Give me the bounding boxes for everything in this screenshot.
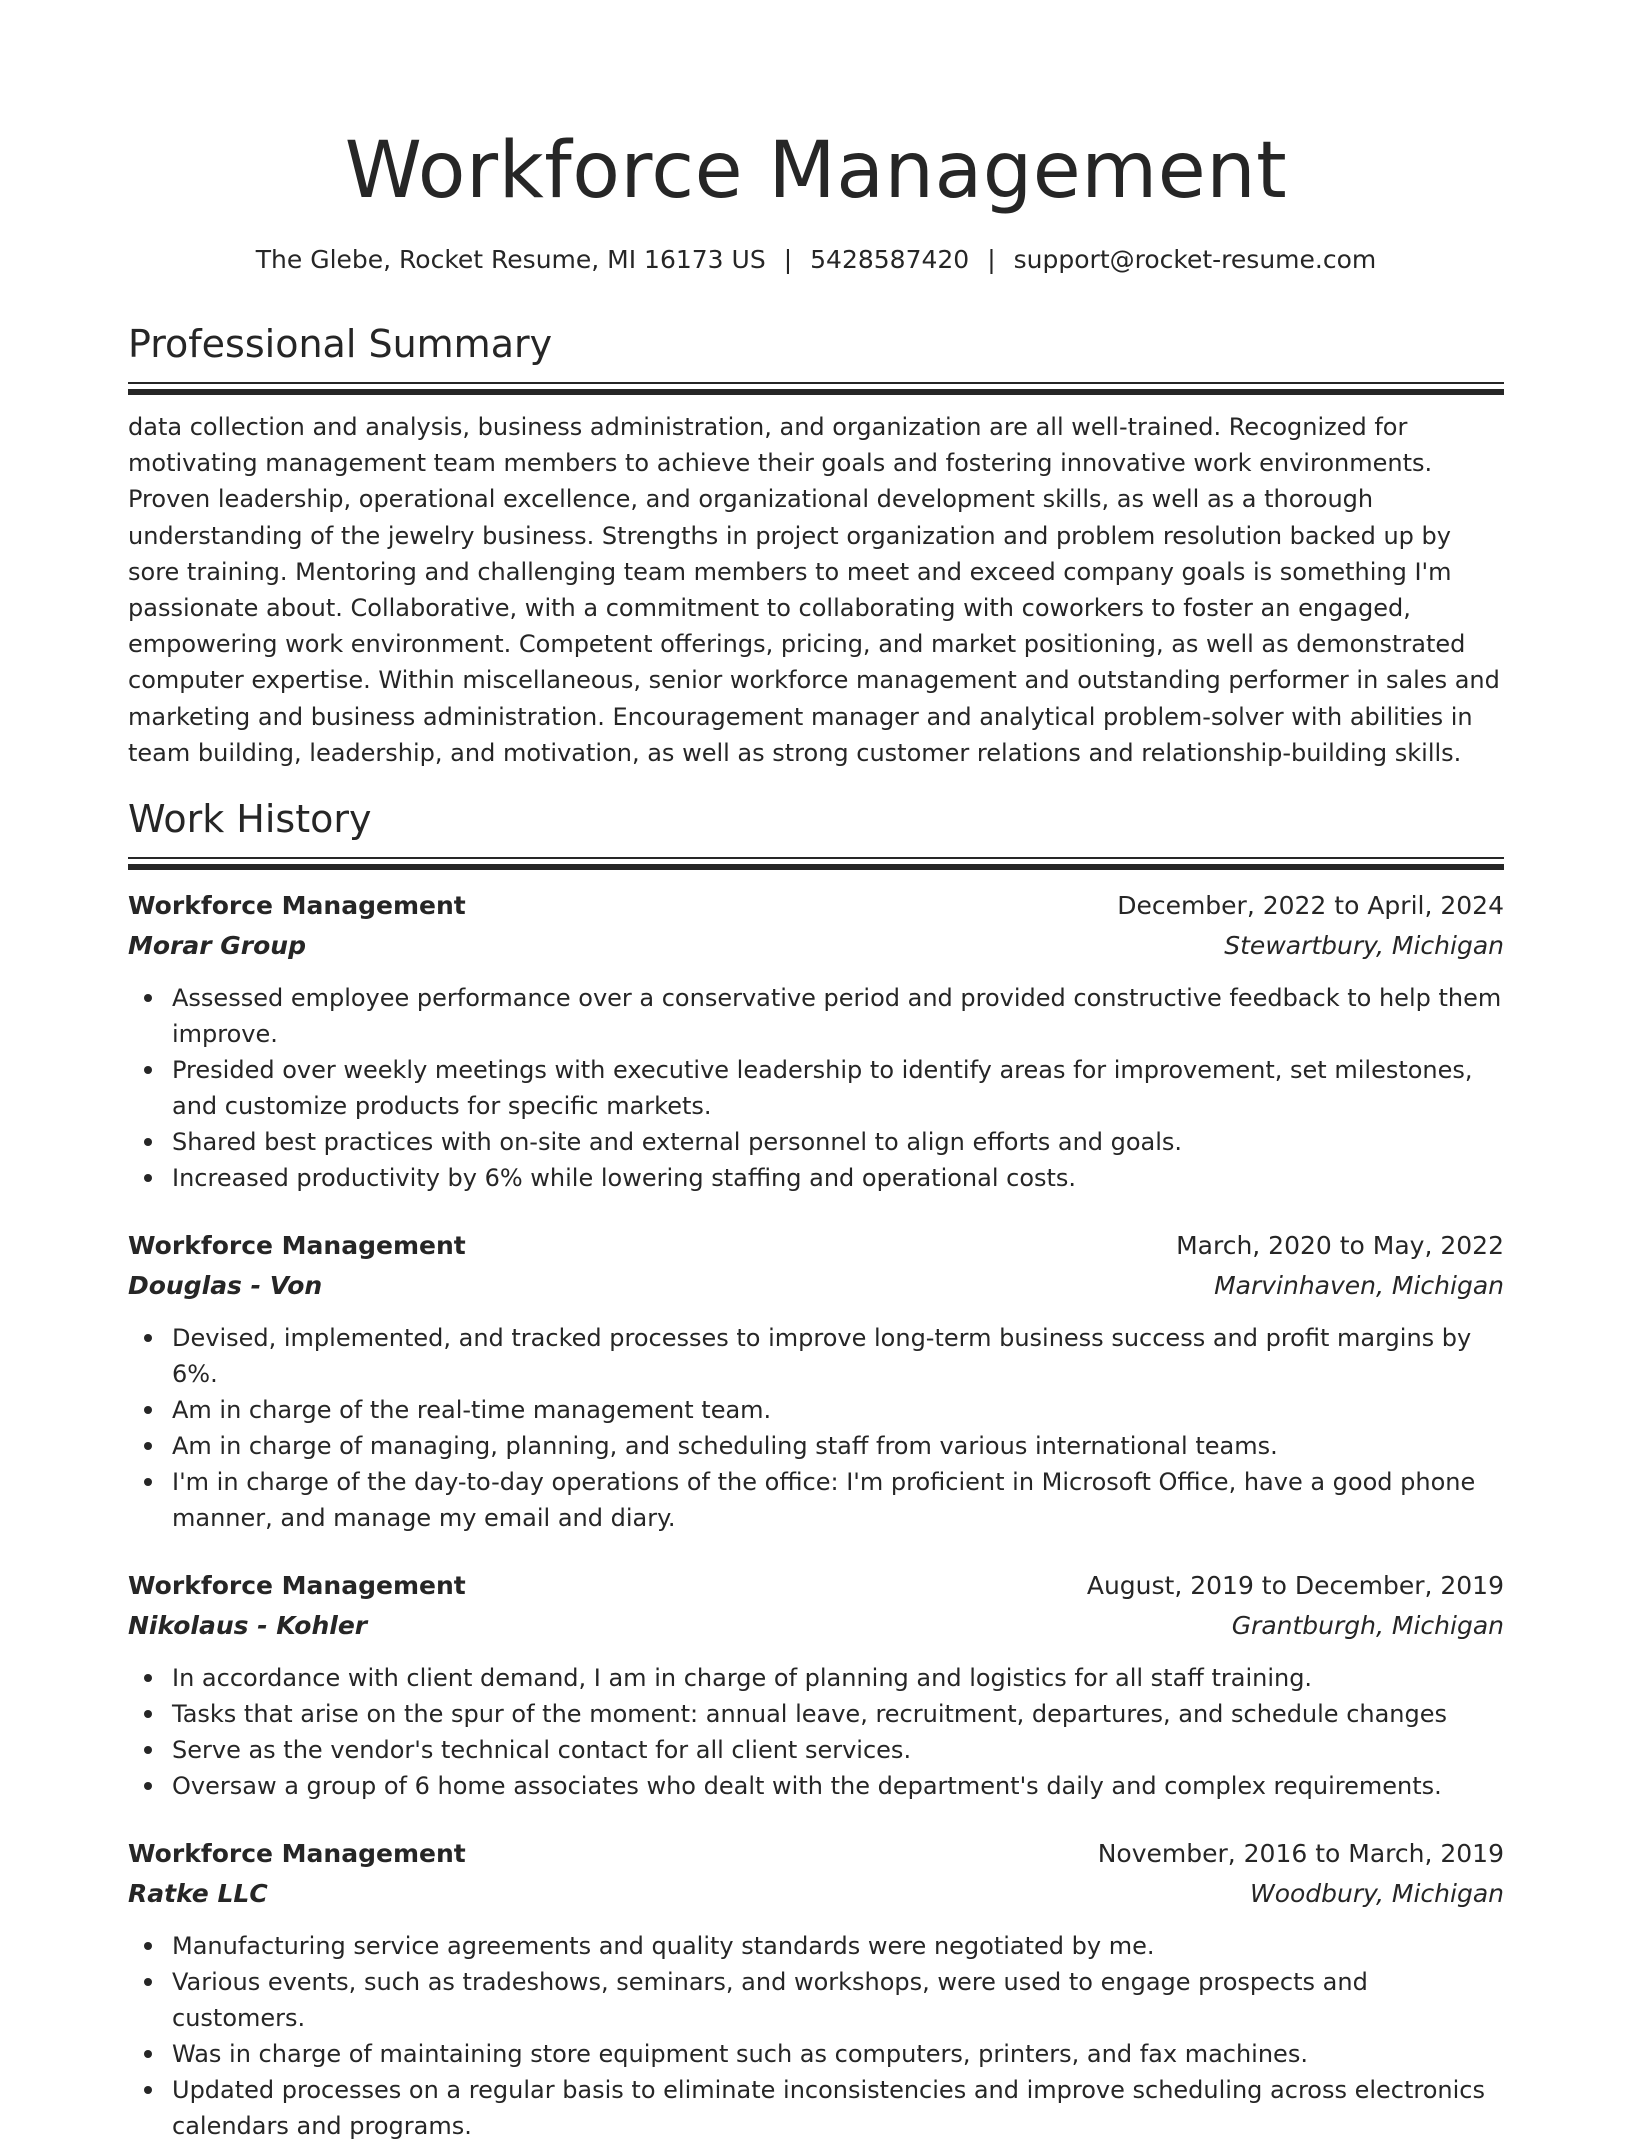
job-bullet: Was in charge of maintaining store equipment such as computers, printers, and fax machines. xyxy=(128,2036,1504,2072)
contact-address: The Glebe, Rocket Resume, MI 16173 US xyxy=(255,245,766,274)
job-bullet: Various events, such as tradeshows, seminars, and workshops, were used to engage prospects and customers. xyxy=(128,1964,1504,2036)
job-company: Ratke LLC xyxy=(128,1879,268,1909)
job-dates: November, 2016 to March, 2019 xyxy=(1097,1839,1504,1869)
job-title: Workforce Management xyxy=(128,1839,466,1869)
summary-heading: Professional Summary xyxy=(128,322,553,366)
job-bullet: In accordance with client demand, I am in charge of planning and logistics for all staff training. xyxy=(128,1660,1504,1696)
section-rule xyxy=(128,857,1504,859)
job-bullets xyxy=(128,1320,1504,1536)
job-bullet: Shared best practices with on-site and external personnel to align efforts and goals. xyxy=(128,1124,1504,1160)
contact-separator: | xyxy=(987,245,996,274)
contact-separator: | xyxy=(783,245,793,274)
job-dates: March, 2020 to May, 2022 xyxy=(1176,1231,1504,1261)
contact-line xyxy=(128,242,1504,278)
job-bullet: Increased productivity by 6% while lowering staffing and operational costs. xyxy=(128,1160,1504,1196)
resume-name: Workforce Management xyxy=(344,126,1288,216)
summary-text: data collection and analysis, business administration, and organization are all well-trained. Recognized for motivating management team members to achieve their goals and fostering innovative work environments. Proven leadership, operational excellence, and organizational development skills, as well as a thorough understanding of the jewelry business. Strengths in project organization and problem resolution backed up by sore training. Mentoring and challenging team members to meet and exceed company goals is something I'm passionate about. Collaborative, with a commitment to collaborating with coworkers to foster an engaged, empowering work environment. Competent offerings, pricing, and market positioning, as well as demonstrated computer expertise. Within miscellaneous, senior workforce management and outstanding performer in sales and marketing and business administration. Encouragement manager and analytical problem-solver with abilities in team building, leadership, and motivation, as well as strong customer relations and relationship-building skills. xyxy=(128,413,1500,767)
job-bullets xyxy=(128,1660,1504,1804)
job-entry xyxy=(128,1226,1504,1536)
job-bullet: I'm in charge of the day-to-day operations of the office: I'm proficient in Microsoft Office, have a good phone manner, and manage my email and diary. xyxy=(128,1464,1504,1536)
job-bullet: Assessed employee performance over a conservative period and provided constructive feedback to help them improve. xyxy=(128,980,1504,1052)
job-entry xyxy=(128,1566,1504,1804)
job-bullet: Serve as the vendor's technical contact for all client services. xyxy=(128,1732,1504,1768)
contact-email: support@rocket-resume.com xyxy=(1013,245,1377,274)
section-rule-thick xyxy=(128,864,1504,870)
job-company-row xyxy=(128,1874,1504,1914)
job-company: Nikolaus - Kohler xyxy=(128,1611,368,1641)
job-bullet: Am in charge of managing, planning, and scheduling staff from various international teams. xyxy=(128,1428,1504,1464)
job-location: Grantburgh, Michigan xyxy=(1231,1611,1504,1641)
job-location: Stewartbury, Michigan xyxy=(1224,931,1504,961)
contact-phone: 5428587420 xyxy=(810,245,970,274)
job-location: Marvinhaven, Michigan xyxy=(1214,1271,1504,1301)
job-bullet: Updated processes on a regular basis to eliminate inconsistencies and improve scheduling across electronics calendars and programs. xyxy=(128,2072,1504,2144)
job-header-row xyxy=(128,1226,1504,1266)
job-bullet: Devised, implemented, and tracked processes to improve long-term business success and profit margins by 6%. xyxy=(128,1320,1504,1392)
job-dates: December, 2022 to April, 2024 xyxy=(1117,891,1504,921)
job-company-row xyxy=(128,1266,1504,1306)
work-history-heading: Work History xyxy=(128,797,372,842)
job-bullet: Am in charge of the real-time management team. xyxy=(128,1392,1504,1428)
job-header-row xyxy=(128,886,1504,926)
job-bullet: Tasks that arise on the spur of the moment: annual leave, recruitment, departures, and schedule changes xyxy=(128,1696,1504,1732)
job-bullets xyxy=(128,980,1504,1196)
summary-section xyxy=(128,320,1504,771)
job-title: Workforce Management xyxy=(128,1231,466,1261)
job-entry xyxy=(128,886,1504,1196)
job-title: Workforce Management xyxy=(128,1571,466,1601)
job-bullet: Manufacturing service agreements and quality standards were negotiated by me. xyxy=(128,1928,1504,1964)
job-company: Morar Group xyxy=(128,931,307,961)
job-dates: August, 2019 to December, 2019 xyxy=(1086,1571,1504,1601)
job-bullet: Presided over weekly meetings with executive leadership to identify areas for improvement, set milestones, and customize products for specific markets. xyxy=(128,1052,1504,1124)
job-company-row xyxy=(128,926,1504,966)
job-bullet: Oversaw a group of 6 home associates who dealt with the department's daily and complex requirements. xyxy=(128,1768,1504,1804)
section-rule xyxy=(128,382,1504,384)
job-title: Workforce Management xyxy=(128,891,466,921)
job-company: Douglas - Von xyxy=(128,1271,323,1301)
job-header-row xyxy=(128,1566,1504,1606)
job-header-row xyxy=(128,1834,1504,1874)
section-rule-thick xyxy=(128,389,1504,395)
job-location: Woodbury, Michigan xyxy=(1249,1879,1504,1909)
job-entry xyxy=(128,1834,1504,2144)
work-history-section xyxy=(128,795,1504,2144)
job-company-row xyxy=(128,1606,1504,1646)
